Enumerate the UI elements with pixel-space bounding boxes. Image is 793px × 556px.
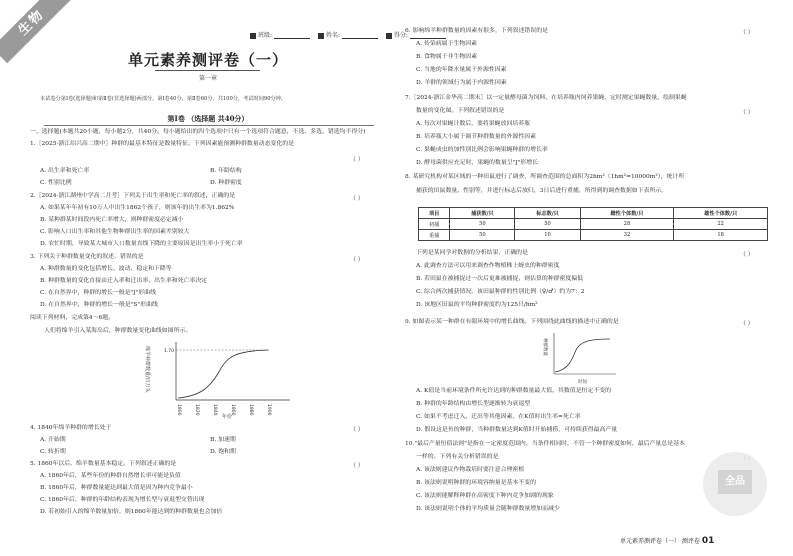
name-field[interactable] [342,33,378,39]
q1-stem: 1.［2025·浙江绍兴高二期中］种群的最基本特征是数量特征。下列因素能预测种群数量动态变化的是 [30,141,294,147]
q10-stem: 10."最后产量恒值法则"是指在一定密度范围内，当条件相同时，不管一个种群密度如何，最后产量总是基本 [405,441,685,447]
table-header: 捕获数/只 [450,208,515,219]
q8-answer-paren[interactable]: （ ） [740,252,754,258]
q2-option-b: B. 某种群某时间段内死亡率增大，则种群密度必定减小 [40,217,184,223]
q7-option-a: A. 每次对果蝇计数后，要将果蝇放回培养瓶 [416,121,531,127]
watermark-stamp-label: 全品 [718,470,752,494]
graph2-xlabel: 时间 [578,380,587,385]
q10-stem-cont: 一样的。下列有关分析错误的是 [416,454,499,460]
q6-option-b: B. 食物属于非生物因素 [416,54,478,60]
page-title: 单元素养测评卷（一） [127,51,288,69]
q5-option-d: D. 若初始引入的绵羊数量加倍，则1860年能达到的种群数量也会加倍 [40,509,223,515]
q7-stem: 7.［2024·浙江金华高二期末］以一定量酵母菌为饲料，在培养瓶内饲养果蝇，定时测定果蝇数量，绘制果蝇 [405,95,687,101]
exam-note: 本试卷分第Ⅰ卷(选择题)和第Ⅱ卷(非选择题)两部分。第Ⅰ卷40分，第Ⅱ卷60分，共100分，考试时间90分钟。 [40,96,287,102]
subject-ribbon: 生物 [0,0,72,63]
graph1-xtick: 1800 [176,404,181,416]
logistic-growth-graph [540,330,620,386]
q1-option-d: D. 种群密度 [210,180,242,186]
table-cell: 50 [515,219,580,230]
q4-option-b: B. 加速期 [210,437,236,443]
q6-answer-paren[interactable]: （ ） [740,30,754,36]
sheep-population-graph [140,338,300,420]
q6-option-c: C. 当地的年降水量属于外源性因素 [416,67,507,73]
table-cell: 28 [580,219,674,230]
table-cell: 重捕 [419,230,450,241]
q10-option-b: B. 该法则说明种群的环境容纳量是基本不变的 [416,480,536,486]
volume-title: 第Ⅰ卷 （选择题 共40分） [167,114,249,123]
q5-option-b: B. 1860年后，种群数量能达到最大值是因为种内竞争最小 [40,485,193,491]
table-cell: 22 [674,219,768,230]
q4-answer-paren[interactable]: （ ） [350,427,364,433]
class-label: 班级: [258,32,273,39]
q4-option-c: C. 转折期 [40,449,66,455]
q6-option-a: A. 传染病属于生物因素 [416,41,478,47]
q7-stem-cont: 数量的变化图。下列叙述错误的是 [416,108,505,114]
graph1-ylabel: 绵羊种群数量/百万头 [144,346,150,393]
class-field[interactable] [274,33,310,39]
q9-answer-paren[interactable]: （ ） [740,321,754,327]
q3-option-d: D. 在自然界中，种群的增长一般是"S"形曲线 [40,302,158,308]
table-cell: 18 [674,230,768,241]
q7-answer-paren[interactable]: （ ） [740,110,754,116]
table-cell: 32 [580,230,674,241]
q6-stem: 6. 影响绵羊种群数量的因素有很多，下列叙述错误的是 [405,28,548,34]
square-icon [250,33,256,39]
table-cell: 10 [515,230,580,241]
q2-stem: 2.［2024·浙江湖州中学高二月考］下列关于出生率和死亡率的叙述，正确的是 [30,193,236,199]
read-note: 阅读下列材料，完成第4～6题。 [30,315,115,321]
table-header: 标志数/只 [515,208,580,219]
q3-option-a: A. 种群数量的变化包括增长、波动、稳定和下降等 [40,266,172,272]
q10-option-a: A. 该法则建议作物栽培时要注意合理密植 [416,467,525,473]
q8-option-b: B. 若田鼠在被捕捉过一次后更难被捕捉，则估算的种群密度偏低 [416,276,584,282]
q3-option-c: C. 在自然界中，种群的增长一般是"J"形曲线 [40,290,156,296]
q4-option-d: D. 饱和期 [210,449,236,455]
graph2-ylabel: 种群数量 [542,338,547,356]
table-cell: 50 [450,219,515,230]
table-header: 雄性个体数/只 [674,208,768,219]
page-number: 01 [701,536,715,546]
graph1-xtick: 1840 [212,404,217,416]
table-cell: 50 [450,230,515,241]
title-divider [155,70,260,71]
square-icon [386,33,392,39]
q6-option-d: D. 羊群的领域行为属于内源性因素 [416,80,507,86]
q1-option-a: A. 出生率和死亡率 [40,168,90,174]
q8-after-table: 下列是某同学对数据的分析结果，正确的是 [416,250,528,256]
q10-option-d: D. 该法则说明个体的平均质量会随种群数量增加而减少 [416,506,560,512]
q9-stem: 9. 如图表示某一种群在有限环境中的增长曲线。下列围绕此曲线的描述中正确的是 [405,319,619,325]
q5-stem: 5. 1860年以后，绵羊数量基本稳定。下列叙述正确的是 [30,461,177,467]
q3-option-b: B. 种群数量的变化直接由迁入率和迁出率、出生率和死亡率决定 [40,278,208,284]
q4-stem: 4. 1840年绵羊种群的增长处于 [30,425,112,431]
chapter-subtitle: 第一章 [198,75,217,82]
q8-stem-cont: 捕获的田鼠数量、性别等，并进行标志后放归，3日后进行重捕，所得到的调查数据如下表所示。 [416,188,668,194]
q5-option-c: C. 1860年后，种群的年龄结构表现为增长型与衰退型交替出现 [40,497,205,503]
graph1-ytick: 1.70 [164,349,175,354]
q9-option-d: D. 假设这是鱼的种群，当种群数量达到K值时开始捕捞，可持续获得最高产量 [416,427,618,433]
q9-option-b: B. 种群的年龄结构由增长型逐渐转为衰退型 [416,401,531,407]
q9-option-a: A. K值是当前环境条件所允许达到的种群数量最大值，其数值是恒定不变的 [416,388,612,394]
q2-answer-paren[interactable]: （ ） [350,196,364,202]
q8-stem: 8. 某研究机构对某区域的一种田鼠进行了调查，所调查范围的总面积为2hm²（1hm²=10000m²），统计所 [405,174,685,180]
material-text: 人们将绵羊引入某海岛后，种群数量变化曲线如图所示。 [44,328,192,334]
table-cell: 初捕 [419,219,450,230]
sheep-growth-curve [178,350,268,398]
q10-option-c: C. 该法则能解释种群在高密度下种内竞争加剧的现象 [416,493,554,499]
graph1-xtick: 1880 [248,404,253,416]
logistic-curve [555,339,610,372]
q4-option-a: A. 开始期 [40,437,66,443]
table-row [419,219,768,230]
q5-option-a: A. 1860年后，某些年份的种群自然增长率可能是负值 [40,473,181,479]
q1-option-b: B. 年龄结构 [210,168,242,174]
q9-option-c: C. 如果不考虑迁入、迁出等其他因素，在K值时出生率=死亡率 [416,414,581,420]
table-header: 项目 [419,208,450,219]
section-intro: 一、选择题(本题共20小题，每小题2分，共40分。每小题给出的四个选项中只有一个选项符合题意，不选、多选、错选均不得分) [30,129,366,135]
graph1-xtick: 1860 [230,404,235,416]
q1-answer-paren[interactable]: （ ） [350,157,364,163]
q3-answer-paren[interactable]: （ ） [350,257,364,263]
table-header: 雌性个体数/只 [580,208,674,219]
square-icon [318,33,324,39]
q7-option-b: B. 培养瓶大小属于调节种群数量的外源性因素 [416,134,536,140]
q7-option-d: D. 酵母菌供应充足时，果蝇的数量呈"J"形增长 [416,160,539,166]
q7-option-c: C. 果蝇成虫的加性别比例会影响果蝇种群的增长率 [416,147,548,153]
score-label: 得分: [393,32,408,39]
name-label: 姓名: [325,32,340,39]
q2-option-a: A. 如果某年年初有10万人中出生1862个孩子，则该年的出生率为1.862% [40,205,235,211]
graph1-xlabel: 年份 [222,414,233,420]
q8-option-c: C. 综合两次捕获情况，该田鼠种群的性别比例（♀/♂）约为7：2 [416,289,585,295]
page-footer [620,536,714,546]
table-row [419,230,768,241]
q1-option-c: C. 性别比例 [40,180,72,186]
q2-option-d: D. 农忙时期，导致某大城市人口数量直线下降的主要原因是出生率小于死亡率 [40,241,243,247]
capture-data-table [418,207,768,241]
q5-answer-paren[interactable]: （ ） [350,463,364,469]
q8-option-d: D. 该地区田鼠的平均种群密度约为125只/hm² [416,302,538,308]
volume-divider [44,125,374,126]
graph1-xtick: 1820 [194,404,199,416]
q2-option-c: C. 影响人口出生率和其他生物种群出生率的因素差别较大 [40,229,190,235]
footer-label: 单元素养测评卷（一） 测评卷 [620,538,700,545]
graph1-xtick: 1900 [266,404,271,416]
q8-option-a: A. 此调查方法可以用来调查作物植株上蚜虫的种群密度 [416,263,560,269]
q3-stem: 3. 下列关于种群数量变化的叙述，错误的是 [30,254,144,260]
